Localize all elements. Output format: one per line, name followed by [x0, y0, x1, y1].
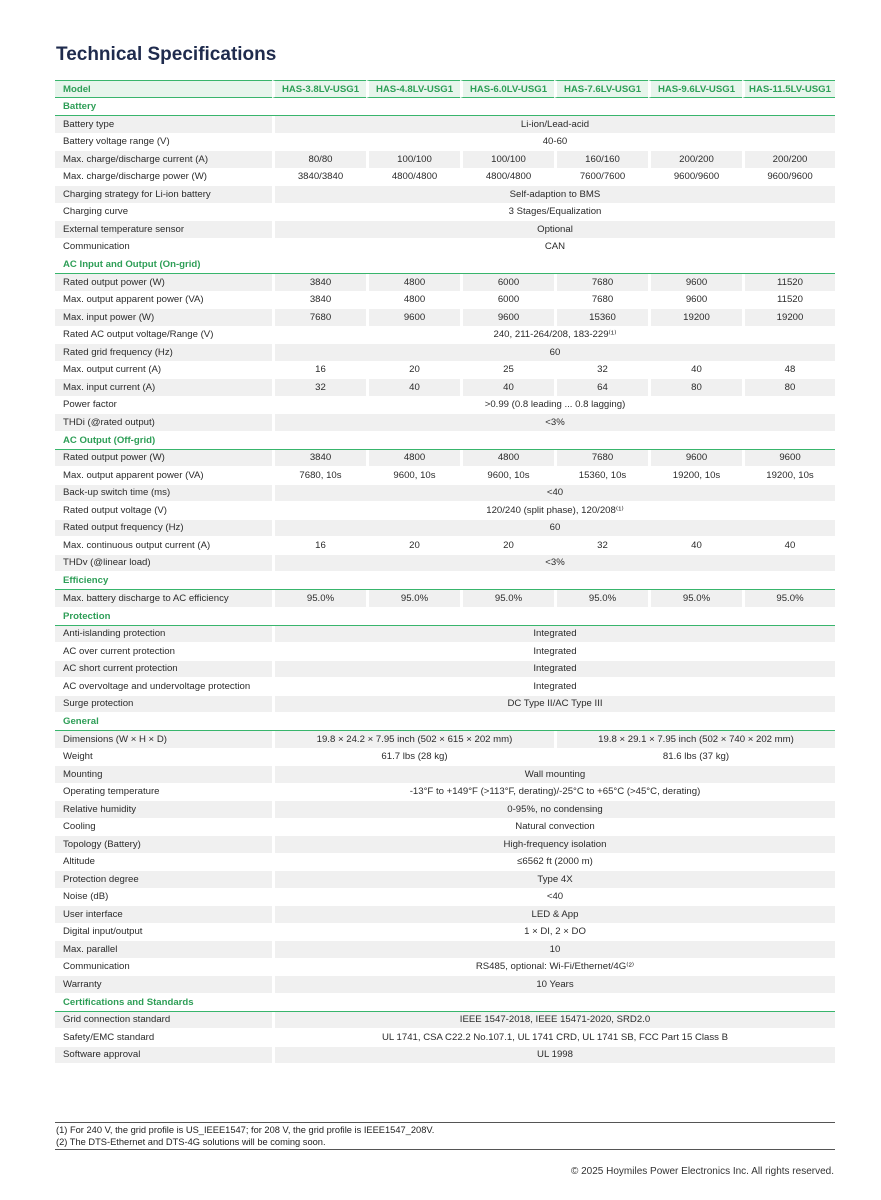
spec-value: 100/100 [460, 151, 554, 169]
spec-row [55, 590, 835, 608]
spec-value: 25 [460, 362, 554, 380]
spec-row [55, 643, 835, 661]
spec-value: 16 [272, 537, 366, 555]
spec-value: 9600 [366, 309, 460, 327]
section-header [55, 432, 835, 450]
spec-value: 9600, 10s [366, 467, 460, 485]
section-title: General [55, 713, 835, 731]
spec-row [55, 836, 835, 854]
spec-value: 7600/7600 [554, 169, 648, 187]
spec-value: 4800/4800 [366, 169, 460, 187]
footnote-1: (1) For 240 V, the grid profile is US_IEEE1547; for 208 V, the grid profile is IEEE1547_208V. [56, 1125, 435, 1135]
copyright-notice: © 2025 Hoymiles Power Electronics Inc. All rights reserved. [570, 1166, 834, 1177]
spec-value: 40 [742, 537, 835, 555]
spec-value: 4800 [366, 292, 460, 310]
spec-value: 9600, 10s [460, 467, 554, 485]
spec-value: 7680, 10s [272, 467, 366, 485]
spec-value: 9600 [648, 292, 742, 310]
spec-value: 19.8 × 24.2 × 7.95 inch (502 × 615 × 202 mm) [272, 731, 554, 749]
spec-row [55, 485, 835, 503]
spec-value: RS485, optional: Wi-Fi/Ethernet/4G⁽²⁾ [272, 959, 835, 977]
spec-value: 15360, 10s [554, 467, 648, 485]
spec-value: 240, 211-264/208, 183-229⁽¹⁾ [272, 327, 835, 345]
spec-label: Power factor [55, 397, 272, 415]
spec-row [55, 941, 835, 959]
spec-row [55, 819, 835, 837]
spec-row [55, 151, 835, 169]
spec-value: 60 [272, 520, 835, 538]
spec-row [55, 414, 835, 432]
section-title: Battery [55, 98, 835, 116]
spec-label: Cooling [55, 819, 272, 837]
spec-value: 60 [272, 344, 835, 362]
spec-value: 9600 [648, 274, 742, 292]
section-header [55, 994, 835, 1012]
spec-label: Charging strategy for Li-ion battery [55, 186, 272, 204]
spec-row [55, 1029, 835, 1047]
spec-label: Max. output apparent power (VA) [55, 467, 272, 485]
spec-value: 40 [648, 362, 742, 380]
spec-label: Software approval [55, 1047, 272, 1065]
spec-value: 1 × DI, 2 × DO [272, 924, 835, 942]
spec-value: 19200 [648, 309, 742, 327]
spec-label: Weight [55, 749, 272, 767]
spec-label: User interface [55, 906, 272, 924]
spec-row [55, 379, 835, 397]
spec-label: Anti-islanding protection [55, 626, 272, 644]
section-title: Certifications and Standards [55, 994, 835, 1012]
spec-label: THDi (@rated output) [55, 414, 272, 432]
spec-label: Max. input current (A) [55, 379, 272, 397]
spec-value: 40 [648, 537, 742, 555]
spec-row [55, 292, 835, 310]
spec-value: 9600/9600 [648, 169, 742, 187]
spec-value: 95.0% [366, 590, 460, 608]
spec-label: Protection degree [55, 871, 272, 889]
spec-value: 11520 [742, 274, 835, 292]
spec-value: 95.0% [554, 590, 648, 608]
spec-row [55, 749, 835, 767]
spec-value: 11520 [742, 292, 835, 310]
spec-value: 200/200 [742, 151, 835, 169]
spec-row [55, 537, 835, 555]
spec-label: Grid connection standard [55, 1012, 272, 1030]
spec-value: Integrated [272, 678, 835, 696]
spec-label: Surge protection [55, 696, 272, 714]
spec-value: 80 [648, 379, 742, 397]
spec-label: Rated output power (W) [55, 450, 272, 468]
spec-label: Battery type [55, 116, 272, 134]
spec-value: 95.0% [742, 590, 835, 608]
spec-label: Max. input power (W) [55, 309, 272, 327]
spec-label: Max. continuous output current (A) [55, 537, 272, 555]
spec-value: Integrated [272, 626, 835, 644]
spec-row [55, 889, 835, 907]
spec-value: 4800 [366, 274, 460, 292]
spec-row [55, 397, 835, 415]
footnote-2: (2) The DTS-Ethernet and DTS-4G solutions will be coming soon. [56, 1137, 326, 1147]
spec-value: UL 1998 [272, 1047, 835, 1065]
spec-value: 61.7 lbs (28 kg) [272, 749, 554, 767]
spec-value: 7680 [554, 450, 648, 468]
model-name: HAS-3.8LV-USG1 [272, 80, 366, 98]
spec-value: 20 [460, 537, 554, 555]
spec-label: Rated AC output voltage/Range (V) [55, 327, 272, 345]
spec-value: IEEE 1547-2018, IEEE 15471-2020, SRD2.0 [272, 1012, 835, 1030]
spec-label: Max. parallel [55, 941, 272, 959]
spec-label: Charging curve [55, 204, 272, 222]
spec-label: Max. battery discharge to AC efficiency [55, 590, 272, 608]
spec-value: >0.99 (0.8 leading ... 0.8 lagging) [272, 397, 835, 415]
spec-value: 160/160 [554, 151, 648, 169]
spec-row [55, 976, 835, 994]
spec-row [55, 204, 835, 222]
spec-value: 9600 [742, 450, 835, 468]
spec-value: 80 [742, 379, 835, 397]
section-title: Protection [55, 608, 835, 626]
spec-value: 4800/4800 [460, 169, 554, 187]
spec-value: 19200 [742, 309, 835, 327]
spec-row [55, 1012, 835, 1030]
spec-value: 9600 [648, 450, 742, 468]
spec-row [55, 186, 835, 204]
spec-value: 15360 [554, 309, 648, 327]
spec-label: Warranty [55, 976, 272, 994]
spec-label: Max. output current (A) [55, 362, 272, 380]
spec-row [55, 274, 835, 292]
spec-value: Self-adaption to BMS [272, 186, 835, 204]
spec-row [55, 134, 835, 152]
spec-label: Topology (Battery) [55, 836, 272, 854]
model-name: HAS-6.0LV-USG1 [460, 80, 554, 98]
spec-label: AC over current protection [55, 643, 272, 661]
spec-value: 95.0% [648, 590, 742, 608]
spec-value: LED & App [272, 906, 835, 924]
spec-label: Digital input/output [55, 924, 272, 942]
spec-row [55, 450, 835, 468]
spec-value: -13°F to +149°F (>113°F, derating)/-25°C to +65°C (>45°C, derating) [272, 784, 835, 802]
spec-value: <3% [272, 555, 835, 573]
spec-value: 40 [366, 379, 460, 397]
spec-row [55, 731, 835, 749]
spec-row [55, 766, 835, 784]
model-name: HAS-7.6LV-USG1 [554, 80, 648, 98]
spec-value: 7680 [554, 292, 648, 310]
footnotes [55, 1122, 835, 1150]
section-header [55, 98, 835, 116]
spec-value: 20 [366, 537, 460, 555]
spec-label: Relative humidity [55, 801, 272, 819]
spec-value: 7680 [554, 274, 648, 292]
spec-value: 19200, 10s [742, 467, 835, 485]
spec-row [55, 801, 835, 819]
spec-row [55, 854, 835, 872]
spec-value: 4800 [366, 450, 460, 468]
spec-value: 48 [742, 362, 835, 380]
spec-row [55, 309, 835, 327]
model-name: HAS-11.5LV-USG1 [742, 80, 835, 98]
spec-row [55, 924, 835, 942]
spec-label: Safety/EMC standard [55, 1029, 272, 1047]
spec-value: Integrated [272, 643, 835, 661]
spec-row [55, 502, 835, 520]
spec-value: 19.8 × 29.1 × 7.95 inch (502 × 740 × 202 mm) [554, 731, 835, 749]
spec-label: THDv (@linear load) [55, 555, 272, 573]
spec-value: 6000 [460, 292, 554, 310]
section-title: AC Input and Output (On-grid) [55, 256, 835, 274]
spec-row [55, 327, 835, 345]
spec-row [55, 239, 835, 257]
spec-value: Type 4X [272, 871, 835, 889]
spec-value: 120/240 (split phase), 120/208⁽¹⁾ [272, 502, 835, 520]
spec-value: Li-ion/Lead-acid [272, 116, 835, 134]
spec-value: 10 [272, 941, 835, 959]
spec-value: 32 [554, 537, 648, 555]
spec-value: 32 [554, 362, 648, 380]
spec-value: Integrated [272, 661, 835, 679]
spec-value: 0-95%, no condensing [272, 801, 835, 819]
spec-row [55, 696, 835, 714]
model-name: HAS-9.6LV-USG1 [648, 80, 742, 98]
spec-label: Communication [55, 239, 272, 257]
spec-value: 4800 [460, 450, 554, 468]
spec-value: 9600 [460, 309, 554, 327]
section-title: Efficiency [55, 572, 835, 590]
spec-label: Noise (dB) [55, 889, 272, 907]
spec-row [55, 555, 835, 573]
spec-value: 200/200 [648, 151, 742, 169]
spec-value: <3% [272, 414, 835, 432]
section-title: AC Output (Off-grid) [55, 432, 835, 450]
spec-row [55, 906, 835, 924]
spec-table [55, 80, 835, 1064]
section-header [55, 713, 835, 731]
spec-value: 95.0% [272, 590, 366, 608]
spec-value: 10 Years [272, 976, 835, 994]
spec-value: 20 [366, 362, 460, 380]
model-name: HAS-4.8LV-USG1 [366, 80, 460, 98]
spec-value: 9600/9600 [742, 169, 835, 187]
spec-row [55, 959, 835, 977]
spec-label: Rated output power (W) [55, 274, 272, 292]
spec-row [55, 626, 835, 644]
spec-value: 3 Stages/Equalization [272, 204, 835, 222]
spec-value: <40 [272, 889, 835, 907]
spec-value: 19200, 10s [648, 467, 742, 485]
spec-value: 3840 [272, 274, 366, 292]
spec-value: High-frequency isolation [272, 836, 835, 854]
spec-label: Altitude [55, 854, 272, 872]
spec-value: 6000 [460, 274, 554, 292]
spec-value: <40 [272, 485, 835, 503]
spec-row [55, 116, 835, 134]
spec-row [55, 520, 835, 538]
spec-value: 100/100 [366, 151, 460, 169]
spec-label: Rated output voltage (V) [55, 502, 272, 520]
spec-label: Max. output apparent power (VA) [55, 292, 272, 310]
spec-label: Max. charge/discharge power (W) [55, 169, 272, 187]
spec-value: 40 [460, 379, 554, 397]
spec-row [55, 661, 835, 679]
spec-label: Max. charge/discharge current (A) [55, 151, 272, 169]
spec-label: Operating temperature [55, 784, 272, 802]
spec-row [55, 784, 835, 802]
spec-label: AC short current protection [55, 661, 272, 679]
spec-label: Mounting [55, 766, 272, 784]
spec-value: 80/80 [272, 151, 366, 169]
spec-value: 3840 [272, 450, 366, 468]
spec-value: 7680 [272, 309, 366, 327]
spec-value: 3840 [272, 292, 366, 310]
spec-label: External temperature sensor [55, 221, 272, 239]
spec-row [55, 678, 835, 696]
model-label: Model [55, 80, 272, 98]
page-title: Technical Specifications [56, 44, 277, 65]
spec-row [55, 221, 835, 239]
spec-value: DC Type II/AC Type III [272, 696, 835, 714]
spec-label: AC overvoltage and undervoltage protection [55, 678, 272, 696]
spec-value: 16 [272, 362, 366, 380]
spec-label: Battery voltage range (V) [55, 134, 272, 152]
spec-value: Natural convection [272, 819, 835, 837]
section-header [55, 256, 835, 274]
spec-value: UL 1741, CSA C22.2 No.107.1, UL 1741 CRD, UL 1741 SB, FCC Part 15 Class B [272, 1029, 835, 1047]
table-header-row [55, 80, 835, 98]
spec-label: Back-up switch time (ms) [55, 485, 272, 503]
spec-label: Rated grid frequency (Hz) [55, 344, 272, 362]
spec-value: ≤6562 ft (2000 m) [272, 854, 835, 872]
spec-value: 3840/3840 [272, 169, 366, 187]
spec-label: Dimensions (W × H × D) [55, 731, 272, 749]
spec-value: 64 [554, 379, 648, 397]
spec-value: 95.0% [460, 590, 554, 608]
spec-row [55, 169, 835, 187]
spec-value: 40-60 [272, 134, 835, 152]
spec-row [55, 1047, 835, 1065]
spec-row [55, 871, 835, 889]
spec-row [55, 362, 835, 380]
spec-value: 32 [272, 379, 366, 397]
spec-value: Wall mounting [272, 766, 835, 784]
spec-label: Rated output frequency (Hz) [55, 520, 272, 538]
section-header [55, 608, 835, 626]
spec-value: CAN [272, 239, 835, 257]
spec-value: Optional [272, 221, 835, 239]
spec-value: 81.6 lbs (37 kg) [554, 749, 835, 767]
spec-row [55, 344, 835, 362]
section-header [55, 572, 835, 590]
spec-label: Communication [55, 959, 272, 977]
spec-row [55, 467, 835, 485]
